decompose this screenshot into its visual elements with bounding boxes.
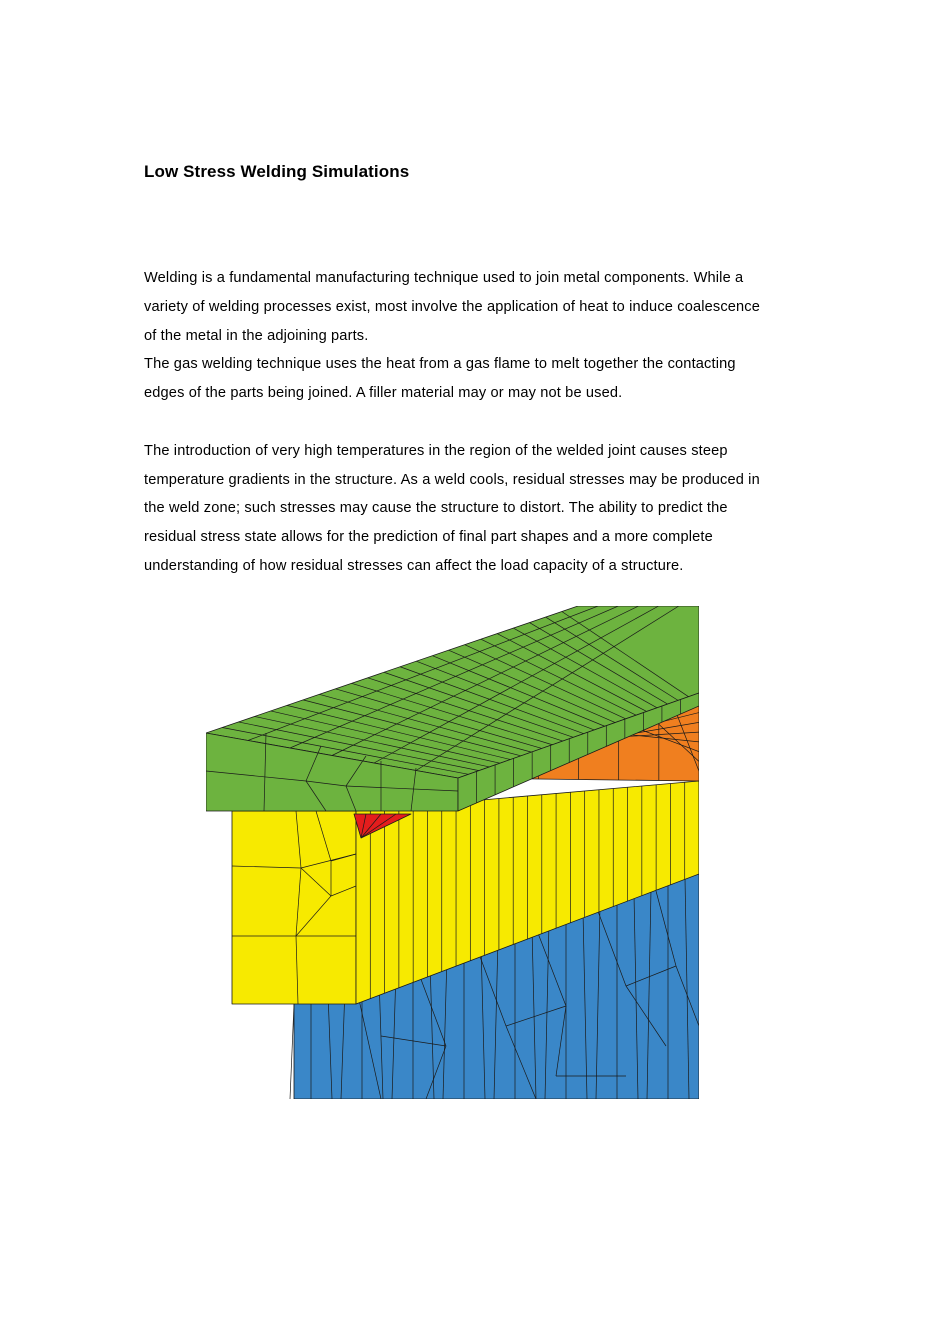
paragraph-line: variety of welding processes exist, most involve the application of heat to induce coalescence	[144, 298, 761, 315]
paragraph-line: of the metal in the adjoining parts.	[144, 327, 369, 344]
body-text	[144, 264, 814, 581]
web-mesh-line	[290, 1004, 294, 1099]
paragraph-line: edges of the parts being joined. A filler material may or may not be used.	[144, 385, 623, 402]
paragraph-line: residual stress state allows for the prediction of final part shapes and a more complete	[144, 529, 713, 546]
weld-mesh-figure	[206, 606, 699, 1099]
mesh-illustration	[206, 606, 699, 1099]
flange-end-face	[232, 811, 356, 1004]
paragraph-line: The introduction of very high temperatures in the region of the welded joint causes steep	[144, 442, 728, 459]
paragraph-line: understanding of how residual stresses can affect the load capacity of a structure.	[144, 557, 684, 574]
paragraph-spacer	[144, 408, 814, 437]
page-title: Low Stress Welding Simulations	[144, 162, 410, 181]
paragraph-line: the weld zone; such stresses may cause the structure to distort. The ability to predict the	[144, 500, 728, 517]
paragraph-line: Welding is a fundamental manufacturing technique used to join metal components. While a	[144, 270, 744, 286]
paragraph-line: temperature gradients in the structure. As a weld cools, residual stresses may be produced in	[144, 471, 760, 488]
paragraph-line: The gas welding technique uses the heat from a gas flame to melt together the contacting	[144, 356, 736, 373]
